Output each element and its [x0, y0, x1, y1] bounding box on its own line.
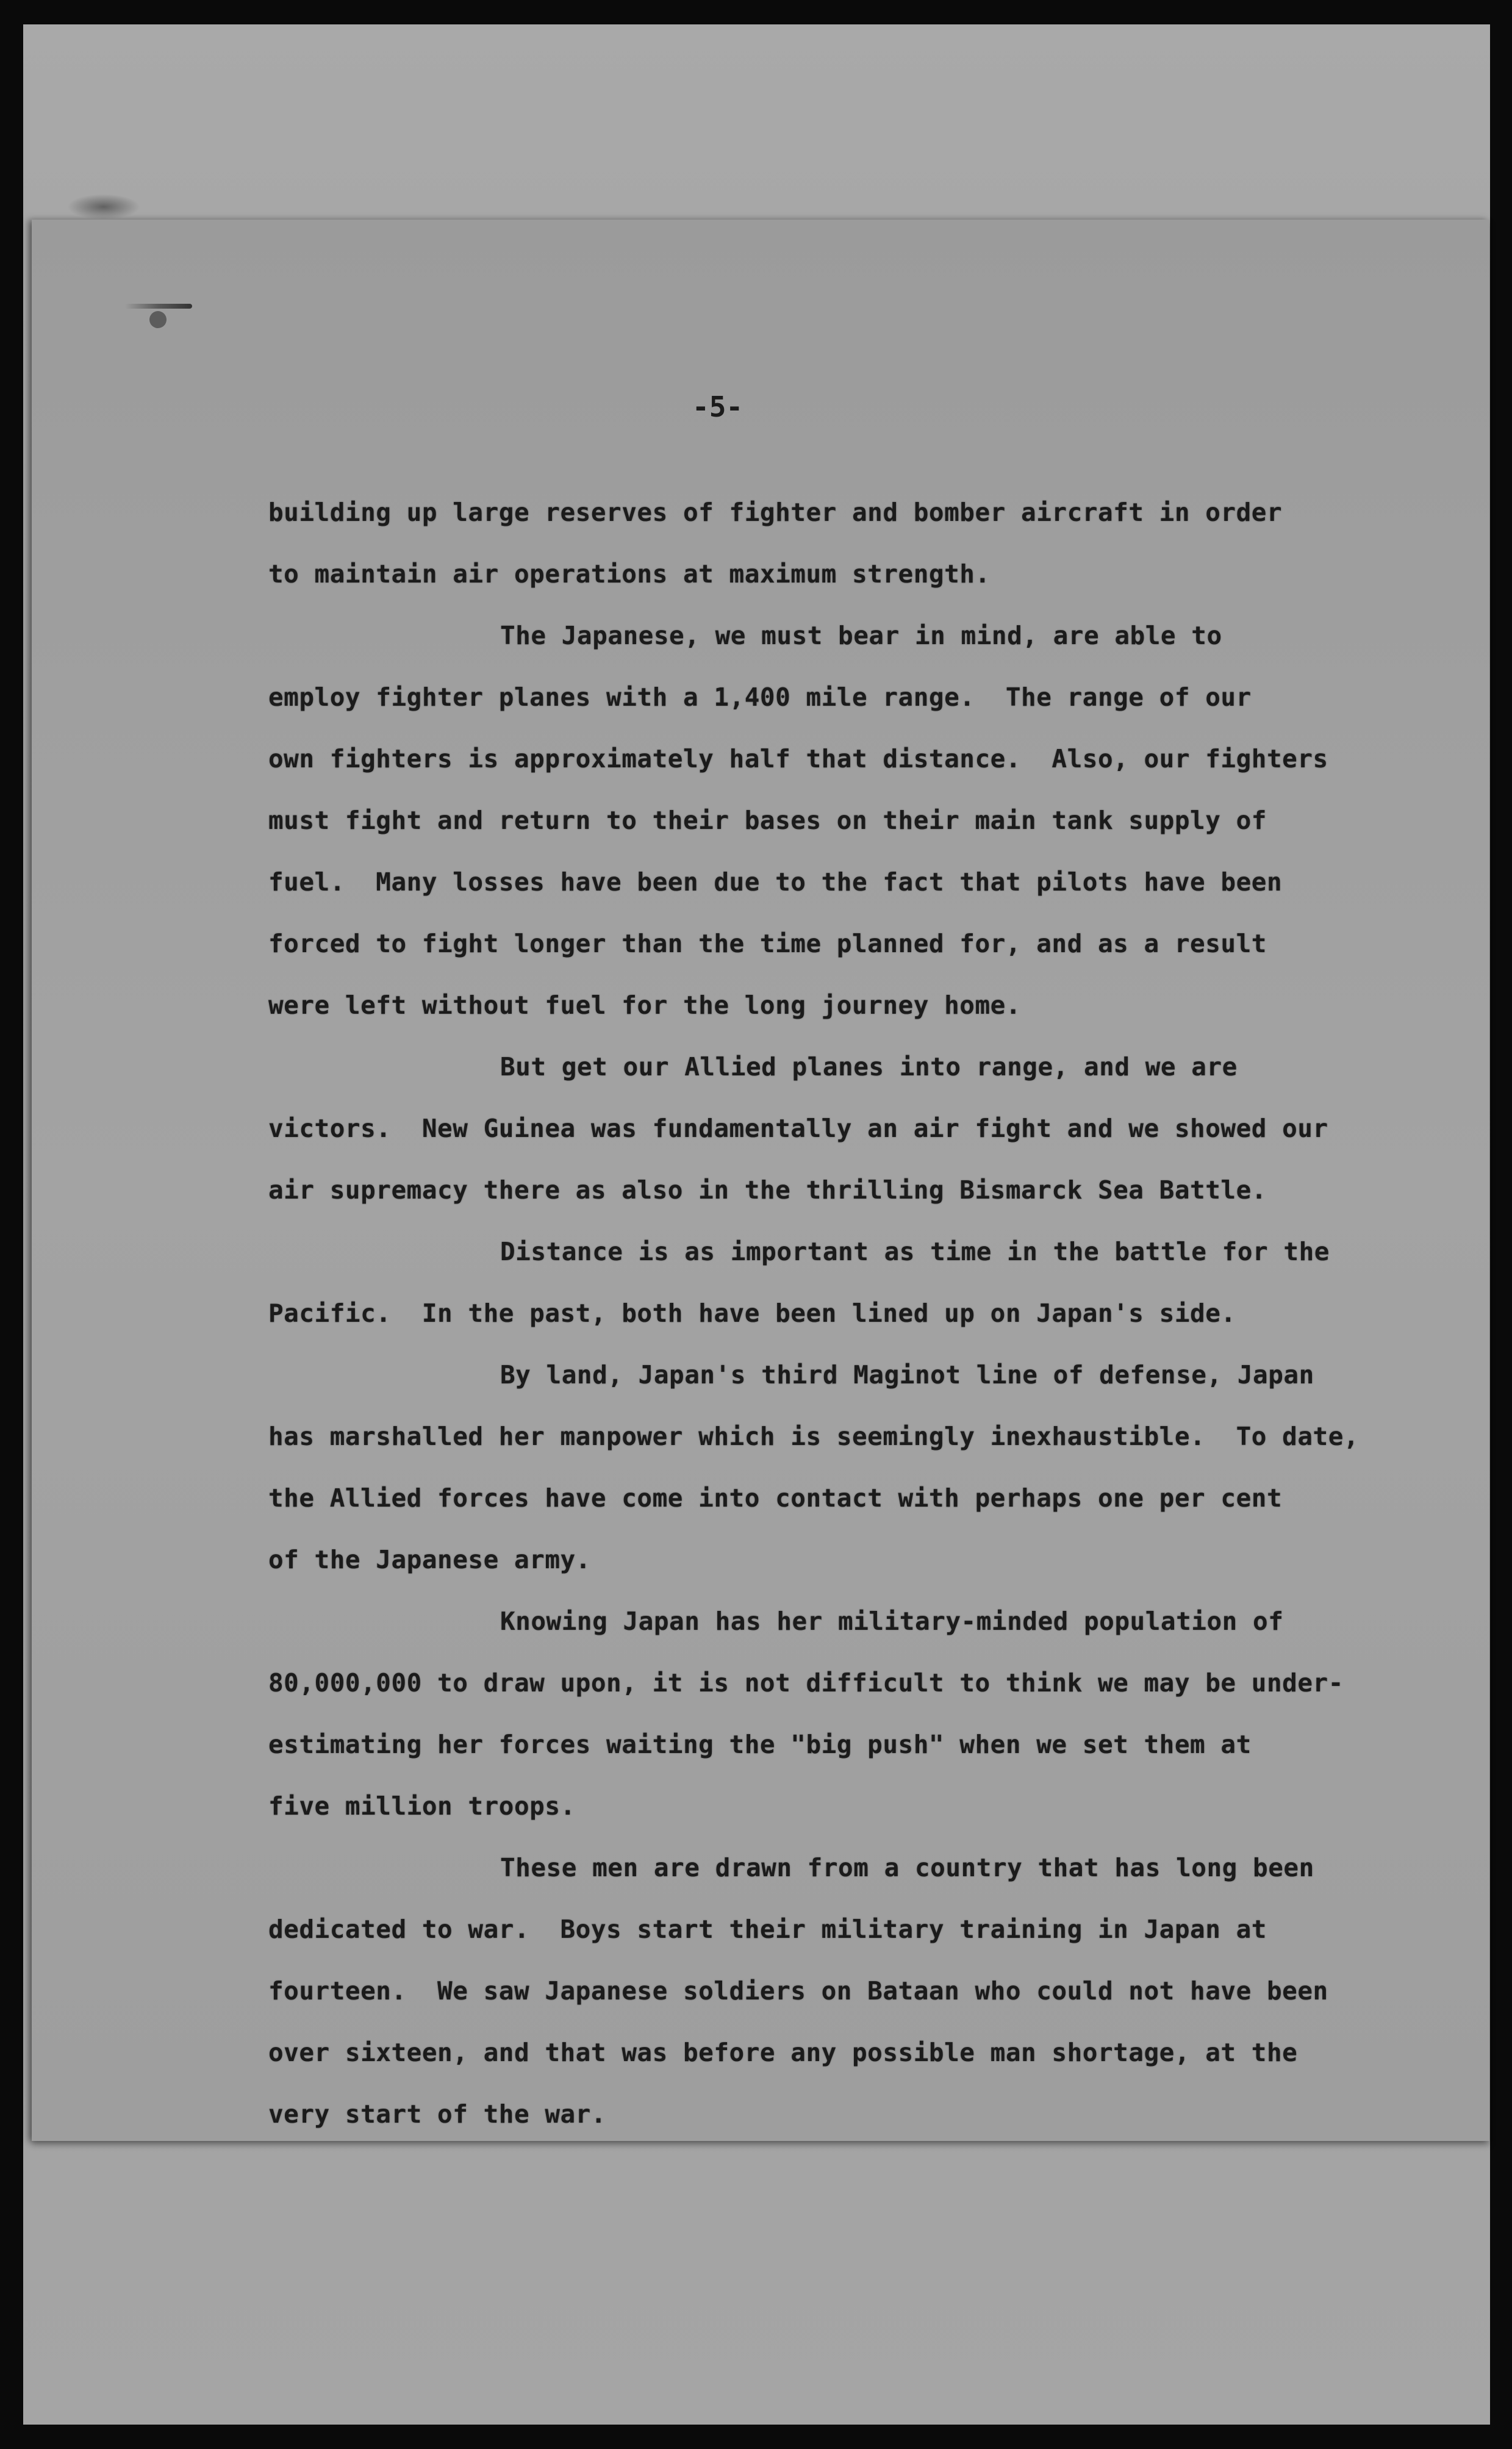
text-line: the Allied forces have come into contact with perhaps one per cent [268, 1483, 1283, 1513]
text-line: By land, Japan's third Maginot line of defense, Japan [500, 1360, 1314, 1389]
text-line: building up large reserves of fighter and bomber aircraft in order [268, 498, 1283, 527]
text-line: of the Japanese army. [268, 1545, 591, 1574]
text-line: Pacific. In the past, both have been lined up on Japan's side. [268, 1299, 1236, 1328]
text-line: to maintain air operations at maximum strength. [268, 559, 991, 589]
margin-pen-mark [125, 304, 192, 309]
text-line: must fight and return to their bases on their main tank supply of [268, 806, 1267, 835]
text-line: very start of the war. [268, 2099, 607, 2129]
text-line: five million troops. [268, 1791, 576, 1821]
text-line: But get our Allied planes into range, and we are [500, 1052, 1238, 1081]
text-line: estimating her forces waiting the "big push" when we set them at [268, 1730, 1252, 1759]
text-line: Distance is as important as time in the battle for the [500, 1237, 1330, 1266]
text-line: air supremacy there as also in the thrilling Bismarck Sea Battle. [268, 1175, 1267, 1205]
text-line: employ fighter planes with a 1,400 mile range. The range of our [268, 683, 1252, 712]
text-line: fourteen. We saw Japanese soldiers on Bataan who could not have been [268, 1976, 1328, 2006]
text-line: Knowing Japan has her military-minded population of [500, 1607, 1284, 1636]
text-line: over sixteen, and that was before any possible man shortage, at the [268, 2038, 1298, 2067]
text-line: fuel. Many losses have been due to the fact that pilots have been [268, 867, 1283, 897]
text-line: These men are drawn from a country that has long been [500, 1853, 1314, 1882]
text-line: 80,000,000 to draw upon, it is not difficult to think we may be under- [268, 1668, 1344, 1698]
text-line: victors. New Guinea was fundamentally an air fight and we showed our [268, 1114, 1328, 1143]
margin-ink-blot [149, 311, 167, 328]
page-number: -5- [692, 390, 743, 423]
paper-fold-shadow [67, 194, 140, 220]
text-line: forced to fight longer than the time planned for, and as a result [268, 929, 1267, 958]
typed-text-body [268, 482, 1360, 2145]
text-line: dedicated to war. Boys start their military training in Japan at [268, 1915, 1267, 1944]
text-line: The Japanese, we must bear in mind, are able to [500, 621, 1222, 650]
text-line: has marshalled her manpower which is seemingly inexhaustible. To date, [268, 1422, 1360, 1451]
text-line: were left without fuel for the long journey home. [268, 991, 1022, 1020]
text-line: own fighters is approximately half that distance. Also, our fighters [268, 744, 1328, 773]
